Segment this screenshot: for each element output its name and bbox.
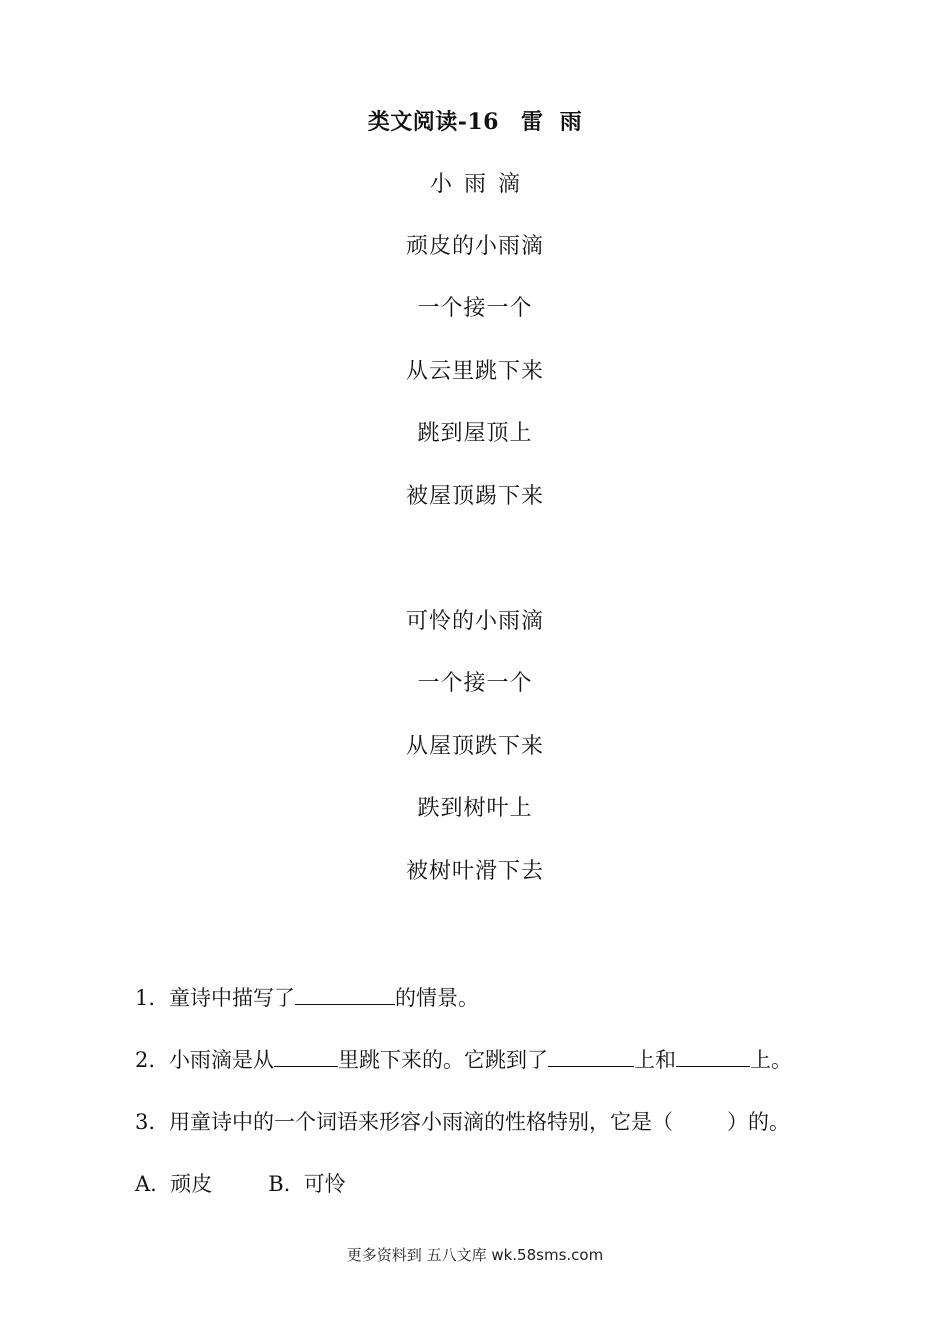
question-text: 的情景。 <box>395 986 479 1010</box>
poem-line: 被屋顶踢下来 <box>405 484 544 509</box>
question-2 <box>135 1044 792 1075</box>
title-main: 类文阅读-16 <box>367 109 499 135</box>
option-a[interactable]: A. 顽皮 <box>135 1172 213 1196</box>
question-text: 童诗中描写了 <box>169 986 295 1010</box>
question-text: 用童诗中的一个词语来形容小雨滴的性格特别，它是（ <box>169 1110 673 1134</box>
poem-line: 一个接一个 <box>417 671 533 696</box>
document-title <box>0 105 950 136</box>
poem-line: 跳到屋顶上 <box>417 421 533 446</box>
question-1 <box>135 982 479 1013</box>
option-b[interactable]: B. 可怜 <box>268 1172 346 1196</box>
poem-heading: 小雨滴 <box>429 172 532 197</box>
answer-blank[interactable] <box>295 982 395 1005</box>
question-number: 2. <box>135 1048 156 1072</box>
question-text: ）的。 <box>727 1110 790 1134</box>
poem-line: 一个接一个 <box>417 296 533 321</box>
question-text: 上和 <box>634 1048 676 1072</box>
question-text: 小雨滴是从 <box>169 1048 274 1072</box>
poem-line: 顽皮的小雨滴 <box>405 234 544 259</box>
question-number: 3. <box>135 1110 156 1134</box>
title-lesson: 雷 雨 <box>520 109 583 135</box>
answer-options <box>135 1169 346 1199</box>
question-3 <box>135 1107 790 1137</box>
answer-blank[interactable] <box>676 1044 750 1067</box>
poem-line: 可怜的小雨滴 <box>405 609 544 634</box>
answer-blank[interactable] <box>274 1044 338 1067</box>
poem-line: 从云里跳下来 <box>405 359 544 384</box>
poem-line: 被树叶滑下去 <box>405 859 544 884</box>
answer-blank[interactable] <box>548 1044 634 1067</box>
question-text: 上。 <box>750 1048 792 1072</box>
poem-line: 跌到树叶上 <box>417 796 533 821</box>
question-text: 里跳下来的。它跳到了 <box>338 1048 548 1072</box>
poem-line: 从屋顶跌下来 <box>405 734 544 759</box>
footer-source: 更多资料到 五八文库 wk.58sms.com <box>346 1246 604 1264</box>
question-number: 1. <box>135 986 156 1010</box>
